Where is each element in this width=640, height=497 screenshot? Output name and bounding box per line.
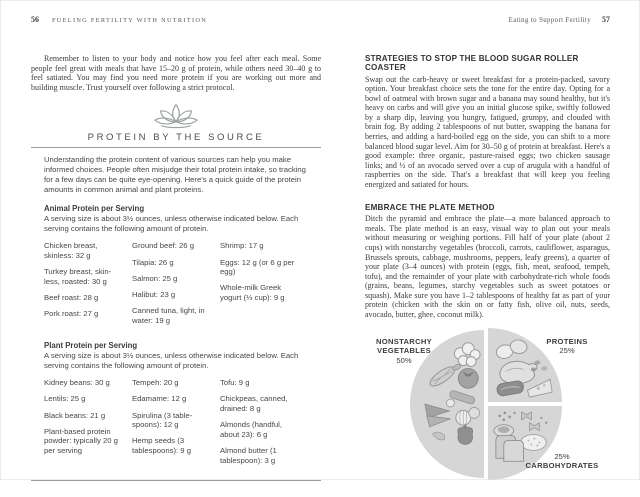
label-proteins bbox=[535, 337, 599, 356]
page-number: 57 bbox=[602, 15, 610, 24]
rule-top bbox=[31, 147, 321, 148]
plant-protein-list bbox=[44, 378, 308, 472]
list-item: Salmon: 25 g bbox=[132, 273, 178, 283]
section-body: Ditch the pyramid and embrace the plate—a more balanced approach to meals. The plate method is an easy, visual way to plan out your meals without measuring or weighing portions. Fill half of your plate (about 2 cups) with nonstarchy vegetables (broccoli, carrots, cauliflower, asparagus, Brussels sprouts, cabbage, mushrooms, peppers, leafy greens), a quarter of your plate (3–4 ounces) with protein (eggs, fish, meat, seafood, tempeh, tofu), and the remainder of your plate with carbohydrate-rich whole foods (grains, beans, legumes, starchy vegetables such as sweet potatoes or squash). Make sure you have 1–2 tablespoons of healthy fat as part of your protein (chicken with the skin on or fatty fish, olive oil, nuts, seeds, avocado, butter, ghee, coconut milk). bbox=[365, 214, 610, 320]
plant-protein-col-1 bbox=[44, 378, 123, 472]
box-content bbox=[31, 155, 321, 472]
page-left bbox=[31, 15, 321, 481]
list-item: Tilapia: 26 g bbox=[132, 257, 174, 267]
running-head-title: FUELING FERTILITY WITH NUTRITION bbox=[52, 17, 208, 24]
animal-protein-col-1 bbox=[44, 241, 123, 332]
intro-paragraph: Remember to listen to your body and notice how you feel after each meal. Some people feel great with meals that have 15–20 g of protein, while others need 30–40 g to feel satiated. You may find you need more protein if you are working out more and building muscle. Trust yourself over following a strict protocol. bbox=[31, 54, 321, 92]
list-item: Eggs: 12 g (or 6 g per egg) bbox=[220, 257, 295, 277]
running-head-left bbox=[31, 15, 321, 25]
lotus-icon bbox=[31, 103, 321, 130]
running-head-right bbox=[365, 15, 610, 25]
rule-bottom bbox=[31, 480, 321, 481]
running-head-title: Eating to Support Fertility bbox=[508, 17, 591, 24]
label-text: VEGETABLES bbox=[377, 346, 431, 356]
plant-protein-heading: Plant Protein per Serving bbox=[44, 341, 138, 351]
list-item: Lentils: 25 g bbox=[44, 394, 86, 404]
list-item: Hemp seeds (3 tablespoons): 9 g bbox=[132, 436, 191, 456]
label-percent: 50% bbox=[396, 355, 412, 365]
plant-protein-col-3 bbox=[220, 378, 299, 472]
box-intro: Understanding the protein content of various sources can help you make informed choices. People often misjudge their total protein intake, so tracking for a few days can be quite eye-opening. Here's a quick guide of the protein amounts in common animal and plant proteins. bbox=[44, 155, 306, 195]
list-item: Almonds (handful, about 23): 6 g bbox=[220, 420, 282, 439]
section-heading: EMBRACE THE PLATE METHOD bbox=[365, 202, 495, 212]
list-item: Canned tuna, light, in water: 19 g bbox=[132, 306, 205, 325]
page-right bbox=[365, 15, 610, 497]
list-item: Chickpeas, canned, drained: 8 g bbox=[220, 394, 288, 413]
list-item: Whole-milk Greek yogurt (⅓ cup): 9 g bbox=[220, 283, 285, 303]
box-title: PROTEIN BY THE SOURCE bbox=[87, 132, 265, 144]
label-text: PROTEINS bbox=[546, 336, 588, 346]
protein-source-box bbox=[31, 103, 321, 481]
list-item: Tempeh: 20 g bbox=[132, 378, 179, 388]
plate-method-figure bbox=[365, 325, 610, 497]
list-item: Tofu: 9 g bbox=[220, 378, 250, 388]
page-number: 56 bbox=[31, 15, 39, 24]
list-item: Black beans: 21 g bbox=[44, 410, 106, 420]
animal-protein-heading: Animal Protein per Serving bbox=[44, 204, 145, 214]
plant-protein-col-2 bbox=[132, 378, 211, 472]
list-item: Turkey breast, skinless, roasted: 30 g bbox=[44, 267, 112, 286]
section-heading: STRATEGIES TO STOP THE BLOOD SUGAR ROLLER COASTER bbox=[365, 54, 579, 72]
label-text: CARBOHYDRATES bbox=[525, 461, 599, 471]
label-percent: 25% bbox=[554, 451, 570, 461]
section-plate-method bbox=[365, 203, 610, 320]
list-item: Edamame: 12 g bbox=[132, 394, 187, 404]
list-item: Plant-based protein powder: typically 20 g per serving bbox=[44, 426, 118, 456]
label-carbohydrates bbox=[515, 452, 609, 471]
list-item: Almond butter (1 tablespoon): 3 g bbox=[220, 446, 277, 465]
list-item: Kidney beans: 30 g bbox=[44, 378, 110, 388]
section-body: Swap out the carb-heavy or sweet breakfast for a protein-packed, savory option. Your breakfast choice sets the tone for the entire day. Opting for a bowl of oatmeal with brown sugar and a banana may sound healthy, but it's heavy on carbs and will give you an initial glucose spike, swiftly followed by a sharp dip, leaving you hungry, fatigued, grumpy, and clouded with brain fog. By adding 2 tablespoons of nut butter, swapping the banana for berries, and adding a hard-boiled egg on the side, you can shift to a more balanced blood sugar level. Aim for 30–50 g of protein at breakfast. Here's a good example: three organic, pasture-raised eggs; two chicken sausage links; and ½ of an avocado served over a cup of arugula with a handful of raspberries on the side. That's a breakfast that will keep you feeling energized and satiated for hours. bbox=[365, 74, 610, 190]
label-text: NONSTARCHY bbox=[375, 336, 432, 346]
list-item: Pork roast: 27 g bbox=[44, 309, 99, 319]
list-item: Beef roast: 28 g bbox=[44, 293, 99, 303]
list-item: Chicken breast, skinless: 32 g bbox=[44, 241, 98, 261]
plant-protein-note: A serving size is about 3½ ounces, unless otherwise indicated below. Each serving contains the following amount of protein. bbox=[44, 351, 299, 371]
list-item: Ground beef: 26 g bbox=[132, 241, 194, 251]
list-item: Shrimp: 17 g bbox=[220, 241, 264, 251]
animal-protein-note: A serving size is about 3½ ounces, unless otherwise indicated below. Each serving contains the following amount of protein. bbox=[44, 214, 299, 234]
animal-protein-col-2 bbox=[132, 241, 211, 332]
label-percent: 25% bbox=[559, 346, 575, 356]
animal-protein-col-3 bbox=[220, 241, 299, 332]
animal-protein-list bbox=[44, 241, 308, 332]
list-item: Halibut: 23 g bbox=[132, 289, 176, 299]
list-item: Spirulina (3 tablespoons): 12 g bbox=[132, 410, 193, 430]
section-blood-sugar bbox=[365, 54, 610, 190]
label-nonstarchy-vegetables bbox=[371, 337, 437, 366]
